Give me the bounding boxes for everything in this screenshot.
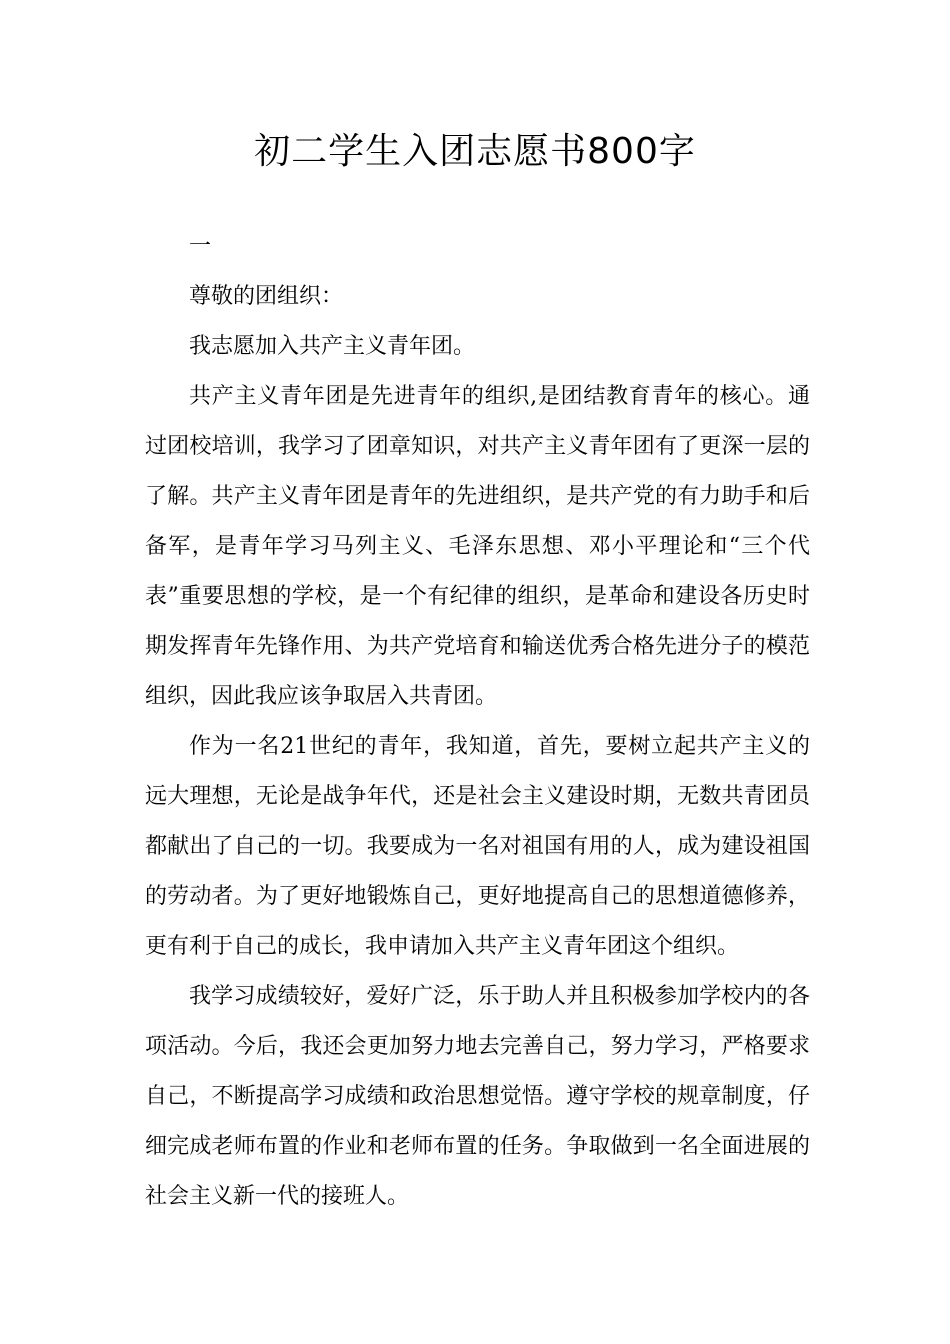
salutation: 尊敬的团组织： [189,284,344,309]
document-body [145,222,810,1222]
body-paragraph: 作为一名21世纪的青年，我知道，首先，要树立起共产主义的远大理想，无论是战争年代，还是社会主义建设时期，无数共青团员都献出了自己的一切。我要成为一名对祖国有用的人，成为建设祖国的劳动者。为了更好地锻炼自己，更好地提高自己的思想道德修养，更有利于自己的成长，我申请加入共产主义青年团这个组织。 [145,734,810,959]
body-paragraph: 我学习成绩较好，爱好广泛，乐于助人并且积极参加学校内的各项活动。今后，我还会更加努力地去完善自己，努力学习，严格要求自己，不断提高学习成绩和政治思想觉悟。遵守学校的规章制度，仔细完成老师布置的作业和老师布置的任务。争取做到一名全面进展的社会主义新一代的接班人。 [145,984,810,1209]
body-paragraph: 我志愿加入共产主义青年团。 [189,334,476,359]
section-number: 一 [189,234,212,259]
document-title: 初二学生入团志愿书800字 [254,131,696,172]
body-paragraph: 共产主义青年团是先进青年的组织,是团结教育青年的核心。通过团校培训，我学习了团章知识，对共产主义青年团有了更深一层的了解。共产主义青年团是青年的先进组织，是共产党的有力助手和后备军，是青年学习马列主义、毛泽东思想、邓小平理论和“三个代表”重要思想的学校，是一个有纪律的组织，是革命和建设各历史时期发挥青年先锋作用、为共产党培育和输送优秀合格先进分子的模范组织，因此我应该争取居入共青团。 [145,384,810,709]
